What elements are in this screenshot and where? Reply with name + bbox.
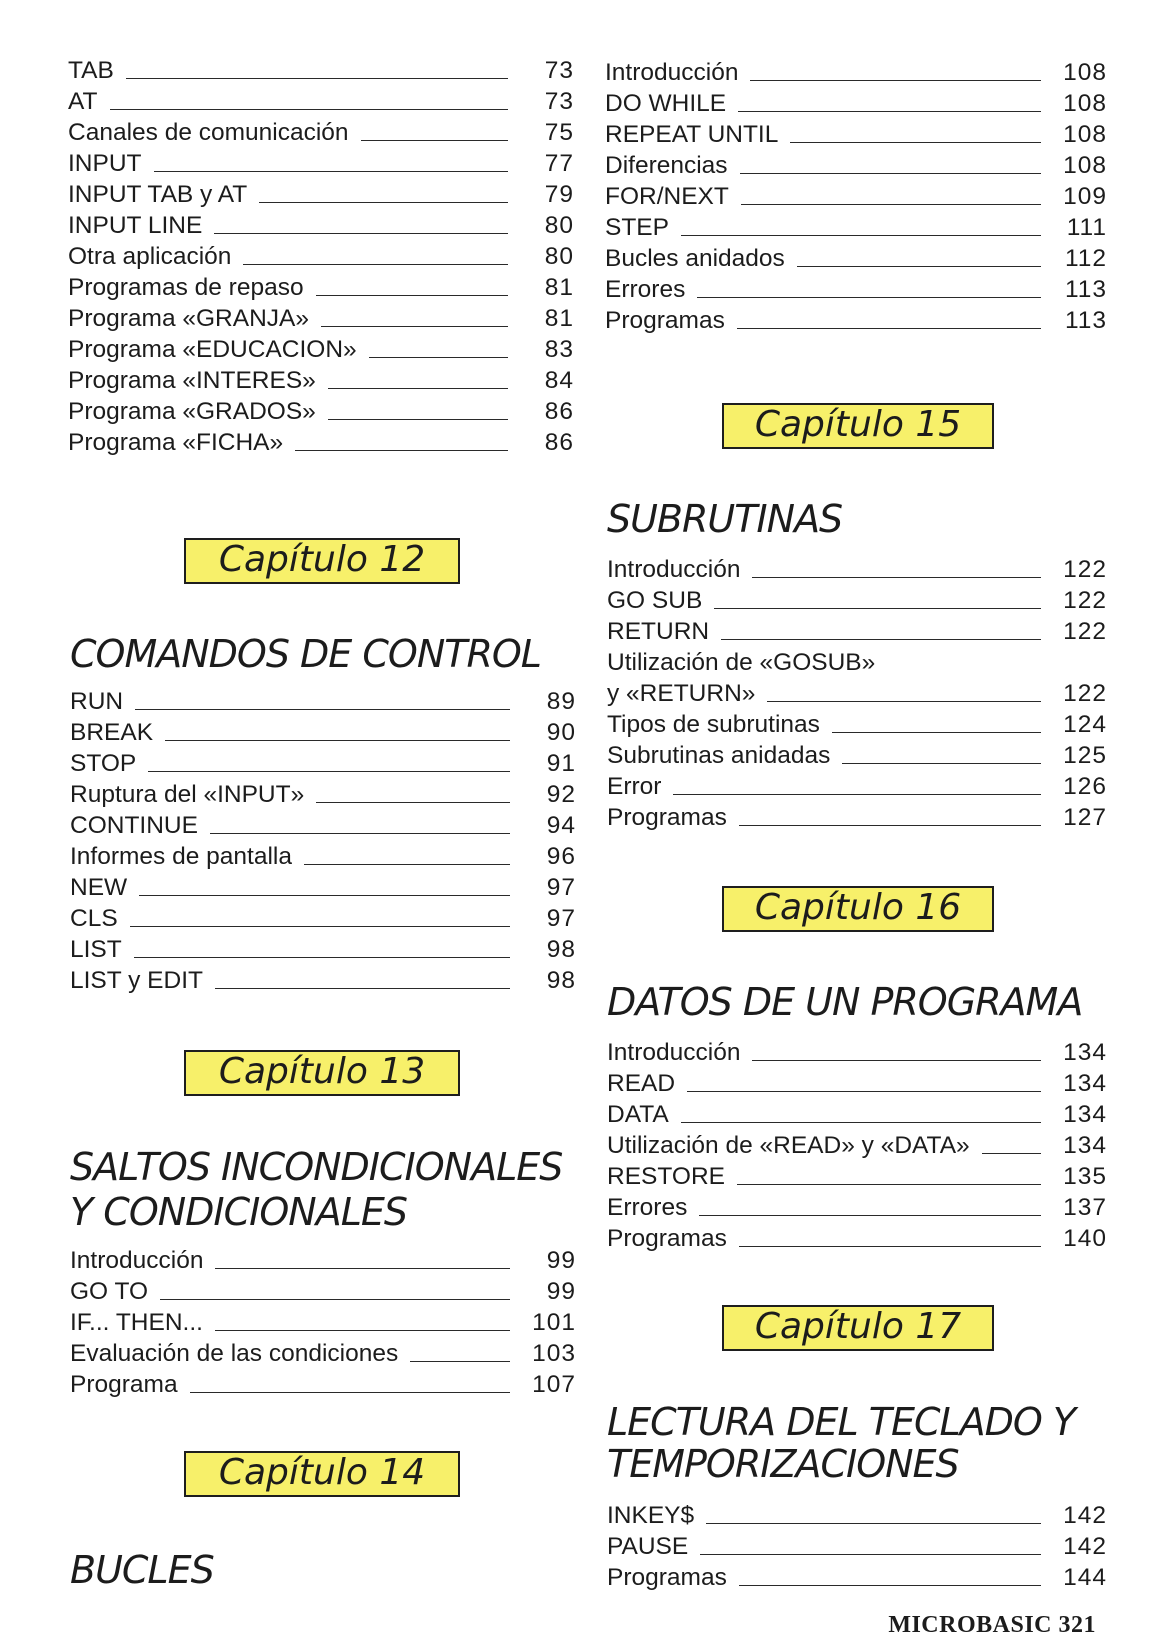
toc-entry-page: 142 [1063,1533,1107,1560]
toc-entry-page: 97 [546,874,576,901]
toc-leader-line [328,388,508,389]
toc-leader-line [148,771,510,772]
toc-entry [607,1161,1107,1192]
toc-entry-page: 92 [546,781,576,808]
chapter-17-entries [607,1500,1107,1593]
chapter-13-entries [70,1245,576,1400]
toc-entry [68,396,574,427]
toc-leader-line [738,111,1041,112]
toc-entry [70,686,576,717]
toc-leader-line [767,701,1041,702]
toc-entry [70,1369,576,1400]
toc-entry-label: GO SUB [607,587,703,614]
toc-entry-label: Subrutinas anidadas [607,742,831,769]
toc-leader-line [304,864,510,865]
toc-entry-label: INPUT TAB y AT [68,181,248,208]
toc-entry-page: 73 [544,88,574,115]
toc-entry-page: 111 [1066,214,1107,241]
toc-entry [68,210,574,241]
toc-leader-line [739,825,1041,826]
toc-entry [607,554,1107,585]
toc-leader-line [134,957,510,958]
toc-entry [607,678,1107,709]
toc-entry [607,1192,1107,1223]
toc-entry-label: GO TO [70,1278,149,1305]
chapter-13-box: Capítulo 13 [184,1050,460,1096]
toc-entry-page: 134 [1063,1070,1107,1097]
toc-entry-label: Informes de pantalla [70,843,292,870]
toc-leader-line [316,295,508,296]
toc-leader-line [165,740,510,741]
toc-entry-label: Errores [605,276,686,303]
toc-entry-label: STEP [605,214,669,241]
toc-entry-label: RUN [70,688,124,715]
toc-entry [70,779,576,810]
toc-entry-page: 134 [1063,1101,1107,1128]
toc-entry-label: REPEAT UNTIL [605,121,779,148]
toc-leader-line [243,264,508,265]
toc-leader-line [741,204,1041,205]
toc-entry-label: Introducción [70,1247,204,1274]
toc-entry-page: 122 [1063,587,1107,614]
toc-entry-page: 108 [1063,90,1107,117]
toc-leader-line [369,357,508,358]
toc-entry-label: Programas [607,1225,727,1252]
toc-entry [70,1338,576,1369]
toc-entry [70,1245,576,1276]
toc-entry [605,150,1107,181]
toc-entry-page: 80 [544,212,574,239]
toc-leader-line [832,732,1041,733]
toc-entry-label: Utilización de «READ» y «DATA» [607,1132,970,1159]
toc-leader-line [752,1060,1041,1061]
toc-entry [607,1531,1107,1562]
toc-entry [607,1562,1107,1593]
toc-leader-line [721,639,1041,640]
toc-leader-line [126,78,508,79]
toc-leader-line [790,142,1041,143]
toc-entry-page: 113 [1064,276,1107,303]
toc-entry [68,148,574,179]
toc-entry-page: 108 [1063,59,1107,86]
chapter-12-box: Capítulo 12 [184,538,460,584]
toc-leader-line [737,328,1041,329]
toc-entry-page: 99 [546,1247,576,1274]
toc-entry-page: 83 [544,336,574,363]
chapter-15-title: SUBRUTINAS [607,497,843,541]
toc-entry-label: READ [607,1070,676,1097]
toc-leader-line [130,926,510,927]
toc-entry-label: INPUT LINE [68,212,203,239]
toc-leader-line [687,1091,1041,1092]
toc-entry-page: 137 [1063,1194,1107,1221]
toc-entry-page: 126 [1063,773,1107,800]
toc-entry-page: 75 [544,119,574,146]
toc-entry-page: 77 [544,150,574,177]
toc-leader-line [740,173,1041,174]
toc-leader-line [697,297,1041,298]
toc-leader-line [750,80,1041,81]
toc-leader-line [410,1361,510,1362]
toc-entry-label: Ruptura del «INPUT» [70,781,305,808]
toc-leader-line [842,763,1041,764]
toc-entry-page: 142 [1063,1502,1107,1529]
toc-entry-page: 90 [546,719,576,746]
toc-leader-line [739,1246,1041,1247]
toc-entry [68,334,574,365]
toc-entry-page: 73 [544,57,574,84]
toc-entry [605,57,1107,88]
toc-entry [70,1307,576,1338]
toc-entry-label: Evaluación de las condiciones [70,1340,399,1367]
toc-entry-label: Otra aplicación [68,243,232,270]
toc-entry [68,241,574,272]
chapter-16-box: Capítulo 16 [722,886,994,932]
toc-entry [70,934,576,965]
toc-entry-label: Tipos de subrutinas [607,711,820,738]
toc-entry-label: Error [607,773,662,800]
toc-entry [605,243,1107,274]
toc-entry-label: Programas [607,804,727,831]
toc-entry-page: 113 [1064,307,1107,334]
toc-entry-page: 112 [1064,245,1107,272]
toc-entry-page: 122 [1063,556,1107,583]
toc-entry-label: Programa «GRANJA» [68,305,310,332]
toc-leader-line [739,1585,1041,1586]
toc-entry-label: BREAK [70,719,154,746]
toc-leader-line [135,709,510,710]
toc-entry-page: 86 [544,429,574,456]
chapter-13-title-line1: SALTOS INCONDICIONALES [70,1145,563,1189]
toc-leader-line [699,1215,1041,1216]
toc-entry-page: 101 [532,1309,576,1336]
chapter-17-title-line2: TEMPORIZACIONES [607,1442,959,1486]
toc-entry-label: y «RETURN» [607,680,756,707]
toc-entry-page: 108 [1063,121,1107,148]
toc-entry-label: NEW [70,874,128,901]
toc-entry-label: LIST y EDIT [70,967,203,994]
toc-entry-label: INPUT [68,150,142,177]
toc-entry-label: Bucles anidados [605,245,785,272]
chapter-16-entries [607,1037,1107,1254]
toc-entry-label: Programa [70,1371,178,1398]
chapter-12-title: COMANDOS DE CONTROL [70,632,541,676]
toc-leader-line [259,202,508,203]
toc-entry-page: 81 [544,305,574,332]
toc-entry [70,965,576,996]
toc-entry-page: 86 [544,398,574,425]
toc-entry-page: 109 [1063,183,1107,210]
toc-entry-label: PAUSE [607,1533,689,1560]
toc-entry [607,1068,1107,1099]
chapter-12-entries [70,686,576,996]
page-footer: MICROBASIC 321 [888,1612,1096,1638]
toc-entry [607,616,1107,647]
toc-entry [605,274,1107,305]
toc-entry [607,802,1107,833]
toc-entry-label: Programas [607,1564,727,1591]
chapter-17-box: Capítulo 17 [722,1305,994,1351]
toc-leader-line [328,419,508,420]
toc-entry-label: STOP [70,750,137,777]
toc-entry-page: 98 [546,936,576,963]
toc-leader-line [160,1299,510,1300]
toc-entry-page: 81 [544,274,574,301]
toc-entry-page: 103 [532,1340,576,1367]
toc-entry-label: Programa «GRADOS» [68,398,316,425]
toc-entry [70,1276,576,1307]
toc-leader-line [681,235,1041,236]
toc-entry-label: RETURN [607,618,710,645]
toc-entry [607,1099,1107,1130]
toc-entry-page: 140 [1063,1225,1107,1252]
toc-entry-page: 127 [1063,804,1107,831]
toc-leader-line [982,1153,1041,1154]
toc-entry-label: Introducción [607,1039,741,1066]
toc-entry [68,179,574,210]
toc-entry-page: 96 [546,843,576,870]
toc-leader-line [752,577,1041,578]
toc-leader-line [215,1268,510,1269]
chapter-13-title-line2: Y CONDICIONALES [70,1190,408,1234]
left-top-entries [68,55,574,458]
toc-entry-page: 89 [546,688,576,715]
toc-entry [70,810,576,841]
toc-entry-label: CONTINUE [70,812,198,839]
toc-entry [68,303,574,334]
right-top-entries [605,57,1107,336]
toc-entry-page: 125 [1063,742,1107,769]
toc-entry [607,771,1107,802]
toc-entry [605,181,1107,212]
chapter-15-entries [607,554,1107,833]
toc-entry [607,1130,1107,1161]
toc-entry-page: 134 [1063,1132,1107,1159]
toc-entry-page: 122 [1063,618,1107,645]
toc-entry [607,709,1107,740]
toc-entry [607,1500,1107,1531]
toc-entry [68,365,574,396]
toc-entry [70,841,576,872]
toc-leader-line [700,1554,1041,1555]
toc-entry [607,647,1107,678]
toc-entry [605,305,1107,336]
chapter-16-title: DATOS DE UN PROGRAMA [607,980,1083,1024]
toc-entry-page: 144 [1063,1564,1107,1591]
toc-leader-line [361,140,508,141]
toc-entry [68,272,574,303]
toc-entry [70,903,576,934]
toc-leader-line [154,171,509,172]
toc-entry-label: Programa «EDUCACION» [68,336,357,363]
toc-leader-line [681,1122,1041,1123]
toc-leader-line [797,266,1041,267]
toc-entry-page: 107 [532,1371,576,1398]
toc-entry [70,748,576,779]
toc-entry-page: 80 [544,243,574,270]
toc-entry-page: 79 [544,181,574,208]
toc-entry-page: 84 [544,367,574,394]
toc-entry [70,717,576,748]
toc-leader-line [295,450,508,451]
toc-entry [607,1223,1107,1254]
toc-leader-line [673,794,1041,795]
toc-entry-label: Utilización de «GOSUB» [607,649,876,676]
toc-entry [607,1037,1107,1068]
toc-entry-page: 122 [1063,680,1107,707]
toc-leader-line [215,1330,510,1331]
toc-leader-line [210,833,510,834]
toc-entry-page: 99 [546,1278,576,1305]
toc-entry-label: Programa «FICHA» [68,429,284,456]
toc-entry-label: DO WHILE [605,90,727,117]
toc-entry [605,119,1107,150]
chapter-15-box: Capítulo 15 [722,403,994,449]
toc-entry-label: TAB [68,57,114,84]
toc-entry-label: Canales de comunicación [68,119,349,146]
toc-entry [68,427,574,458]
toc-leader-line [706,1523,1041,1524]
toc-leader-line [110,109,509,110]
toc-entry-label: CLS [70,905,118,932]
toc-entry-label: DATA [607,1101,669,1128]
toc-entry-page: 98 [546,967,576,994]
toc-entry-label: FOR/NEXT [605,183,729,210]
toc-entry-page: 108 [1063,152,1107,179]
toc-entry-page: 91 [546,750,576,777]
toc-entry-label: RESTORE [607,1163,725,1190]
toc-entry-label: AT [68,88,98,115]
toc-leader-line [139,895,510,896]
toc-entry-label: Errores [607,1194,688,1221]
toc-entry-label: Introducción [607,556,741,583]
toc-entry [607,585,1107,616]
toc-leader-line [714,608,1041,609]
toc-entry-label: Programas de repaso [68,274,304,301]
toc-leader-line [214,233,508,234]
toc-leader-line [190,1392,510,1393]
toc-entry-label: INKEY$ [607,1502,695,1529]
chapter-14-title: BUCLES [70,1548,214,1592]
toc-entry-label: Diferencias [605,152,728,179]
toc-entry [70,872,576,903]
toc-entry [68,117,574,148]
toc-entry-label: LIST [70,936,122,963]
toc-entry [68,86,574,117]
toc-entry-label: IF... THEN... [70,1309,203,1336]
toc-leader-line [737,1184,1041,1185]
chapter-17-title-line1: LECTURA DEL TECLADO Y [607,1400,1076,1444]
toc-entry [68,55,574,86]
toc-entry-page: 135 [1063,1163,1107,1190]
toc-entry-label: Introducción [605,59,739,86]
toc-entry [607,740,1107,771]
toc-entry [605,212,1107,243]
toc-entry-label: Programa «INTERES» [68,367,316,394]
toc-entry-label: Programas [605,307,725,334]
toc-entry-page: 134 [1063,1039,1107,1066]
toc-leader-line [316,802,510,803]
toc-leader-line [321,326,508,327]
toc-entry-page: 97 [546,905,576,932]
toc-leader-line [215,988,510,989]
toc-entry [605,88,1107,119]
chapter-14-box: Capítulo 14 [184,1451,460,1497]
toc-entry-page: 94 [546,812,576,839]
toc-entry-page: 124 [1063,711,1107,738]
